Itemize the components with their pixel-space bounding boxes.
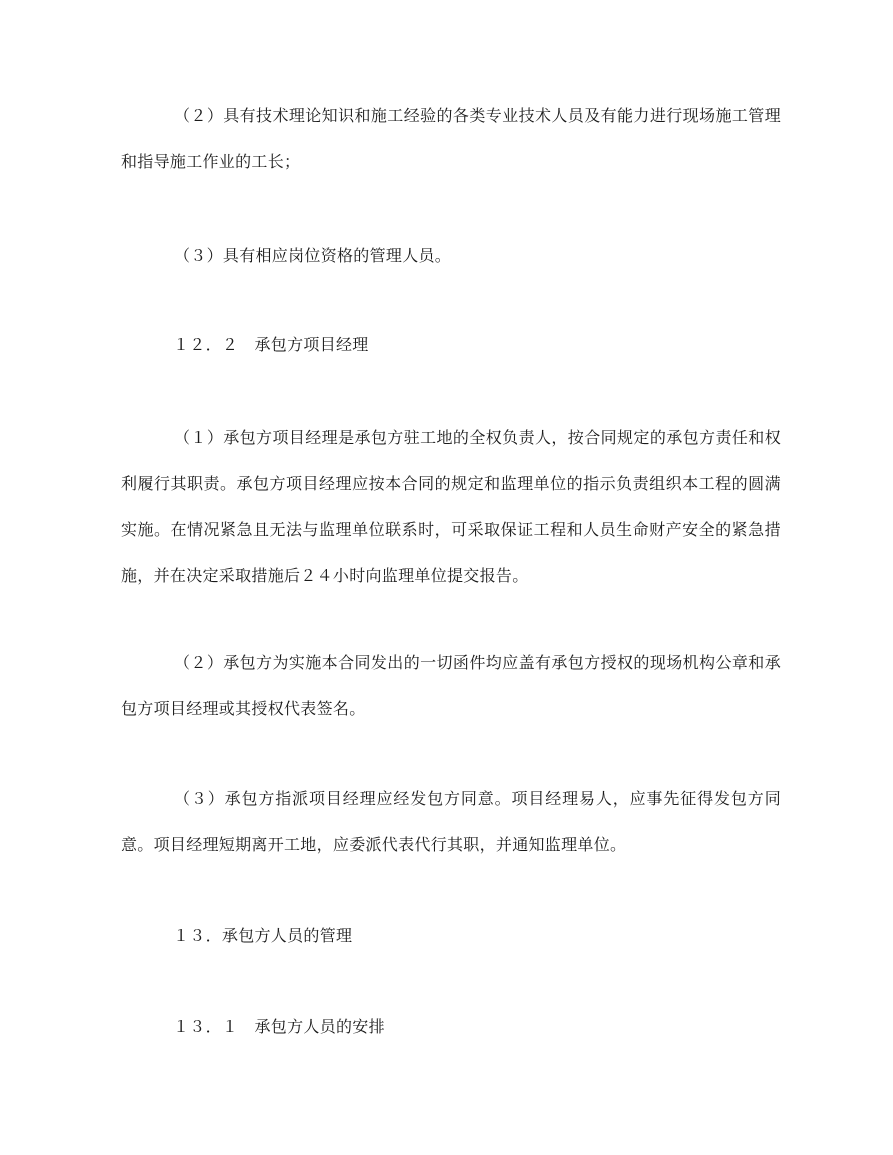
paragraph-project-manager-duties: （１）承包方项目经理是承包方驻工地的全权负责人，按合同规定的承包方责任和权利履行其职责。承包方项目经理应按本合同的规定和监理单位的指示负责组织本工程的圆满实施。在情况紧急且无法与监理单位联系时，可采取保证工程和人员生命财产安全的紧急措施，并在决定采取措施后２４小时向监理单位提交报告。	[121, 428, 781, 585]
section-heading-13: １３．承包方人员的管理	[173, 926, 353, 945]
section-heading-13-1: １３．１ 承包方人员的安排	[173, 1017, 385, 1036]
paragraph-manager-replacement: （３）承包方指派项目经理应经发包方同意。项目经理易人，应事先征得发包方同意。项目经理短期离开工地，应委派代表代行其职，并通知监理单位。	[121, 789, 781, 854]
paragraph-correspondence-seal: （２）承包方为实施本合同发出的一切函件均应盖有承包方授权的现场机构公章和承包方项目经理或其授权代表签名。	[121, 653, 781, 718]
paragraph-qualified-managers: （３）具有相应岗位资格的管理人员。	[174, 246, 452, 265]
section-heading-12-2: １２．２ 承包方项目经理	[173, 335, 369, 354]
paragraph-technical-staff: （２）具有技术理论知识和施工经验的各类专业技术人员及有能力进行现场施工管理和指导施工作业的工长；	[121, 106, 781, 171]
